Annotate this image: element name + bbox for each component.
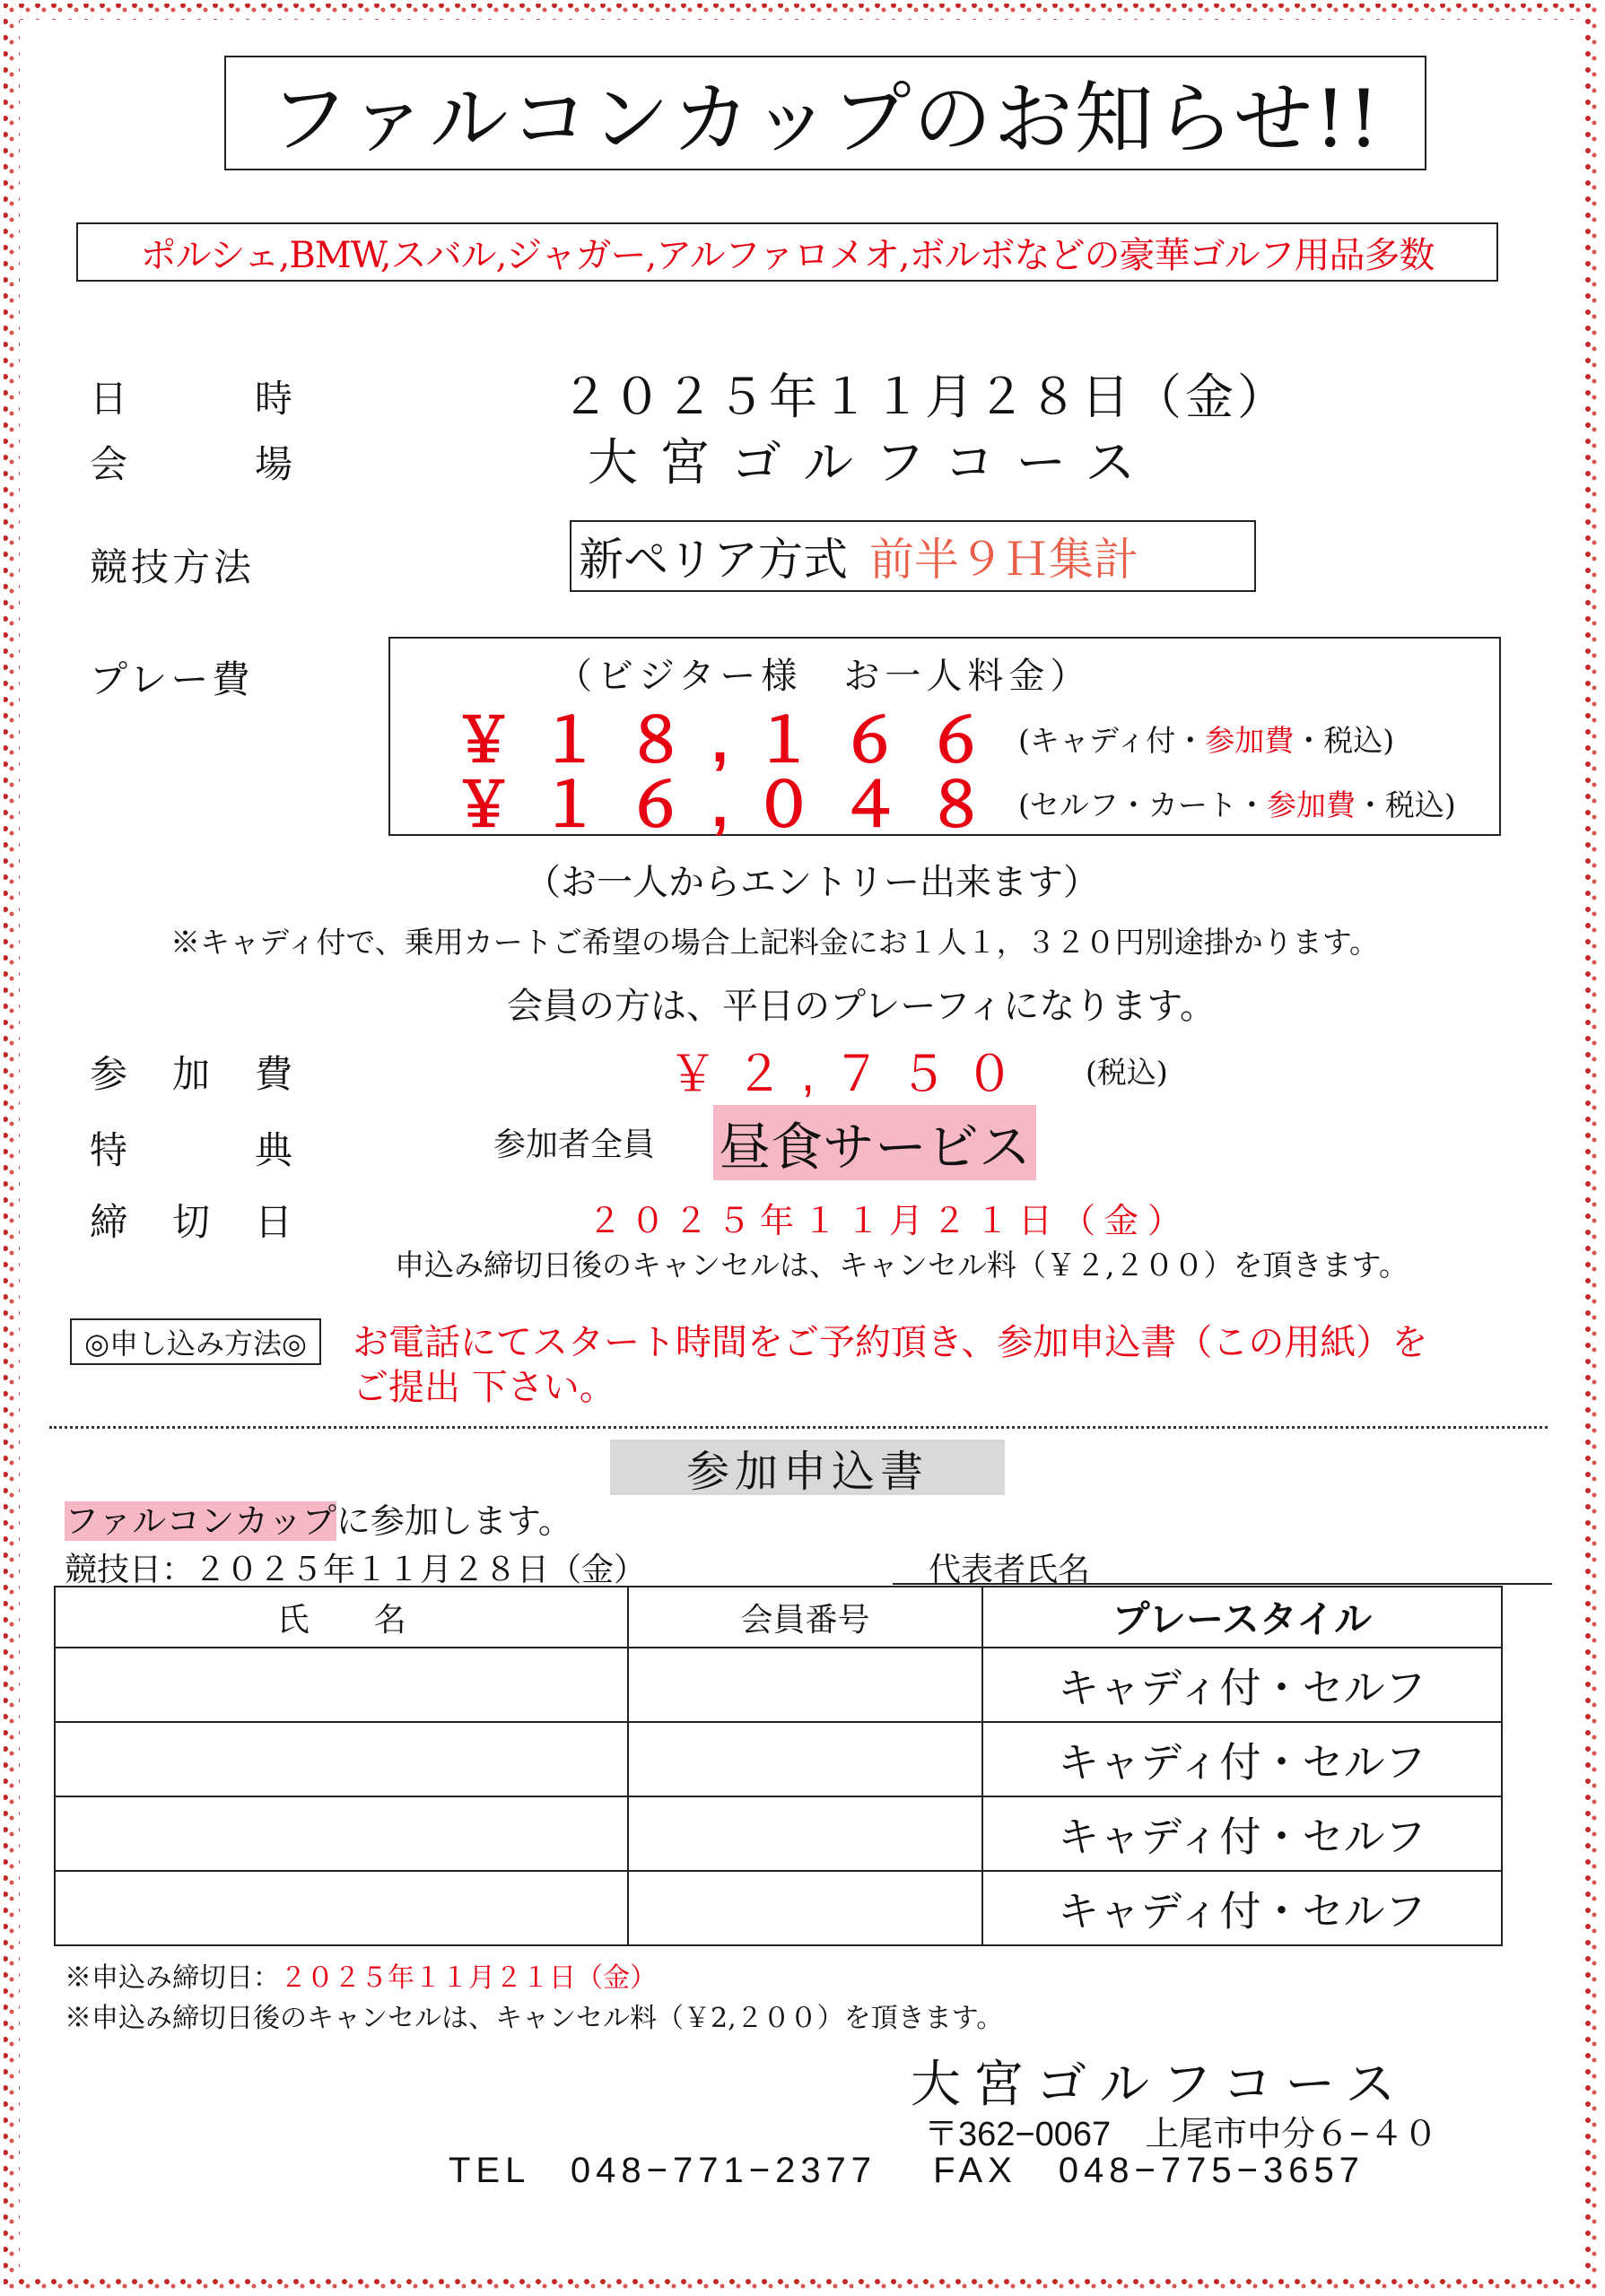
table-row <box>55 1871 1502 1945</box>
method-sub: 前半９Ｈ集計 <box>869 534 1138 586</box>
name-cell[interactable] <box>55 1648 628 1722</box>
form-foot-cancel: ※申込み締切日後のキャンセルは、キャンセル料（￥2,２００）を頂きます。 <box>65 2003 1004 2034</box>
label-play-fee: プレー費 <box>90 657 254 701</box>
entry-table <box>54 1586 1503 1946</box>
member-note: 会員の方は、平日のプレーフィになります。 <box>507 986 1216 1027</box>
name-cell[interactable] <box>55 1796 628 1871</box>
member-no-cell[interactable] <box>628 1796 981 1871</box>
price-self-note: (セルフ・カート・参加費・税込) <box>1018 787 1456 822</box>
method-main: 新ペリア方式 <box>579 534 848 586</box>
form-date-line: 競技日：２０２５年１１月２８日（金） <box>65 1552 647 1588</box>
fee-box <box>388 637 1501 839</box>
form-foot-deadline: ※申込み締切日：２０２５年１１月２１日（金） <box>65 1962 657 1994</box>
table-row <box>55 1722 1502 1796</box>
apply-method-label: ◎申し込み方法◎ <box>70 1318 321 1365</box>
table-header-row <box>55 1587 1502 1648</box>
entry-fee-amount: ￥２,７５０ <box>668 1048 1033 1101</box>
label-date: 日 時 <box>90 377 296 421</box>
label-benefit: 特 典 <box>90 1128 296 1172</box>
apply-method-line1: お電話にてスタート時間をご予約頂き、参加申込書（この用紙）を <box>353 1322 1428 1363</box>
footer-tel-fax: TEL 048−771−2377 FAX 048−775−3657 <box>449 2151 1365 2190</box>
price-caddie: ￥１８,１６６ <box>453 707 1012 775</box>
label-method: 競技方法 <box>90 545 256 589</box>
rep-name-field[interactable] <box>893 1583 1552 1585</box>
play-style-cell[interactable]: キャディ付・セルフ <box>982 1722 1502 1796</box>
entry-fee-tax: (税込) <box>1086 1055 1168 1090</box>
play-style-cell[interactable]: キャディ付・セルフ <box>982 1648 1502 1722</box>
benefit-main: 昼食サービス <box>713 1105 1036 1180</box>
label-deadline: 締 切 日 <box>90 1200 296 1244</box>
method-box <box>570 520 1256 592</box>
header-member-no: 会員番号 <box>628 1587 981 1648</box>
cancel-note: 申込み締切日後のキャンセルは、キャンセル料（￥２,２００）を頂きます。 <box>395 1248 1409 1283</box>
name-cell[interactable] <box>55 1722 628 1796</box>
member-no-cell[interactable] <box>628 1722 981 1796</box>
form-intro: ファルコンカップに参加します。 <box>65 1501 572 1541</box>
label-venue: 会 場 <box>90 442 296 486</box>
form-title: 参加申込書 <box>610 1439 1005 1495</box>
venue-name: 大宮ゴルフコース <box>588 434 1157 492</box>
member-no-cell[interactable] <box>628 1871 981 1945</box>
price-self: ￥１６,０４８ <box>453 771 1012 839</box>
table-row <box>55 1648 1502 1722</box>
footer-address: 〒362−0067 上尾市中分６−４０ <box>924 2116 1438 2153</box>
price-caddie-note: (キャディ付・参加費・税込) <box>1018 723 1395 758</box>
fee-header: （ビジター様 お一人料金） <box>556 656 1092 697</box>
header-play-style: プレースタイル <box>982 1587 1502 1648</box>
benefit-pre: 参加者全員 <box>493 1126 656 1163</box>
header-name: 氏 名 <box>55 1587 628 1648</box>
cut-line <box>49 1426 1548 1429</box>
rep-name-label: 代表者氏名 <box>929 1552 1091 1588</box>
event-date: ２０２５年１１月２８日（金） <box>561 369 1289 425</box>
page-title: ファルコンカップのお知らせ!! <box>224 56 1426 170</box>
cart-note: ※キャディ付で、乗用カートご希望の場合上記料金にお１人１，３２０円別途掛かります。 <box>170 925 1380 960</box>
footer-course-name: 大宮ゴルフコース <box>911 2056 1409 2114</box>
brand-list: ポルシェ,BMW,スバル,ジャガー,アルファロメオ,ボルボなどの豪華ゴルフ用品多数 <box>76 222 1498 282</box>
label-entry-fee: 参 加 費 <box>90 1052 296 1096</box>
member-no-cell[interactable] <box>628 1648 981 1722</box>
play-style-cell[interactable]: キャディ付・セルフ <box>982 1796 1502 1871</box>
name-cell[interactable] <box>55 1871 628 1945</box>
solo-entry-note: （お一人からエントリー出来ます） <box>525 862 1099 903</box>
apply-method-line2: ご提出 下さい。 <box>353 1367 615 1408</box>
table-row <box>55 1796 1502 1871</box>
deadline-date: ２０２５年１１月２１日（金） <box>588 1201 1191 1240</box>
play-style-cell[interactable]: キャディ付・セルフ <box>982 1871 1502 1945</box>
